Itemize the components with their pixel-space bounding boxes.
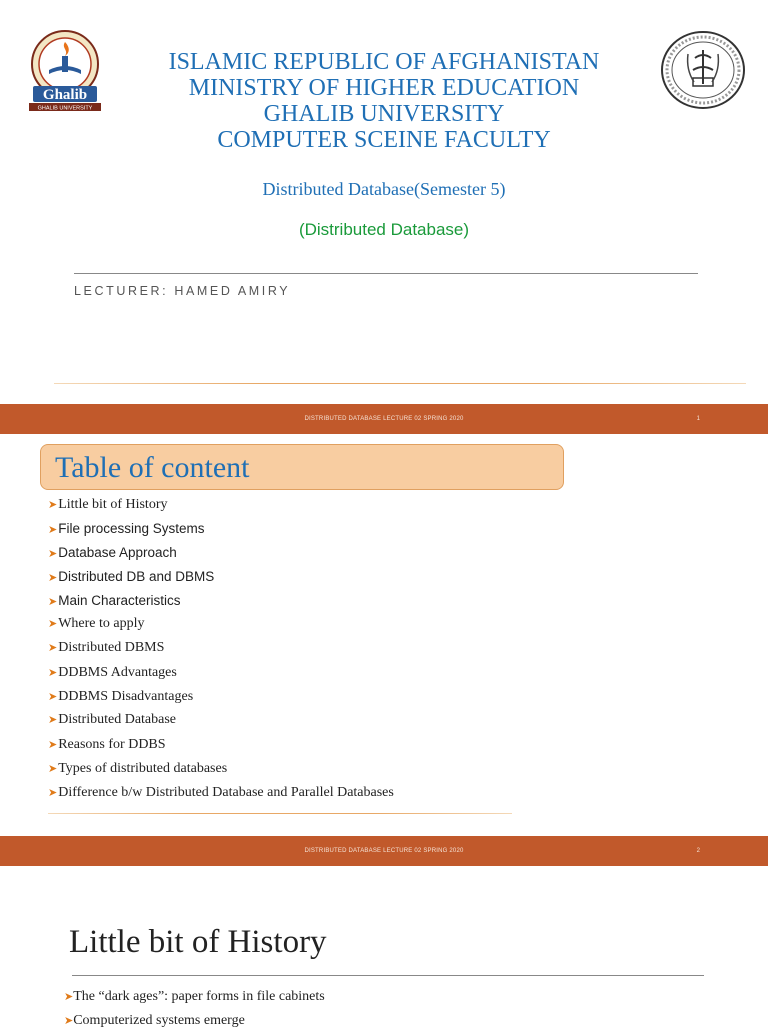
lecturer-name: LECTURER: HAMED AMIRY xyxy=(74,284,291,298)
title-divider xyxy=(74,273,698,274)
history-item: ➤The “dark ages”: paper forms in file cabinets xyxy=(64,989,325,1004)
toc-item[interactable]: ➤Little bit of History xyxy=(48,497,168,512)
history-divider xyxy=(72,975,704,976)
header-line-university: GHALIB UNIVERSITY xyxy=(263,101,505,127)
toc-item[interactable]: ➤DDBMS Disadvantages xyxy=(48,689,194,704)
arrow-bullet-icon: ➤ xyxy=(48,547,58,560)
toc-item[interactable]: ➤Main Characteristics xyxy=(48,593,181,608)
toc-item[interactable]: ➤Types of distributed databases xyxy=(48,761,228,776)
toc-item[interactable]: ➤Difference b/w Distributed Database and Parallel Databases xyxy=(48,785,394,800)
arrow-bullet-icon: ➤ xyxy=(48,713,58,726)
arrow-bullet-icon: ➤ xyxy=(48,595,58,608)
slide1-footer xyxy=(0,404,768,434)
toc-item[interactable]: ➤Distributed DBMS xyxy=(48,640,165,655)
arrow-bullet-icon: ➤ xyxy=(48,690,58,703)
toc-item[interactable]: ➤Reasons for DDBS xyxy=(48,737,166,752)
toc-item[interactable]: ➤Where to apply xyxy=(48,616,145,631)
arrow-bullet-icon: ➤ xyxy=(48,762,58,775)
history-item: ➤Computerized systems emerge xyxy=(64,1013,245,1028)
history-title: Little bit of History xyxy=(69,924,327,960)
arrow-bullet-icon: ➤ xyxy=(48,571,58,584)
toc-item[interactable]: ➤Database Approach xyxy=(48,545,177,560)
footer-text: DISTRIBUTED DATABASE LECTURE 02 SPRING 2020 xyxy=(304,416,464,422)
footer-text: DISTRIBUTED DATABASE LECTURE 02 SPRING 2020 xyxy=(304,848,464,854)
arrow-bullet-icon: ➤ xyxy=(48,498,58,511)
slide2-bottom-rule xyxy=(48,813,512,814)
toc-item[interactable]: ➤File processing Systems xyxy=(48,521,205,536)
toc-title: Table of content xyxy=(55,451,250,484)
arrow-bullet-icon: ➤ xyxy=(48,523,58,536)
logo-caption: GHALIB UNIVERSITY xyxy=(37,105,93,112)
arrow-bullet-icon: ➤ xyxy=(48,666,58,679)
header-line-faculty: COMPUTER SCEINE FACULTY xyxy=(217,127,551,153)
arrow-bullet-icon: ➤ xyxy=(48,617,58,630)
arrow-bullet-icon: ➤ xyxy=(48,641,58,654)
logo-wordmark: Ghalib xyxy=(42,87,88,103)
header-line-ministry: MINISTRY OF HIGHER EDUCATION xyxy=(188,75,580,101)
course-title: Distributed Database(Semester 5) xyxy=(262,179,506,199)
toc-title-box xyxy=(40,444,564,490)
arrow-bullet-icon: ➤ xyxy=(48,738,58,751)
title-slide xyxy=(0,0,768,400)
arrow-bullet-icon: ➤ xyxy=(64,1014,74,1027)
slide-number: 1 xyxy=(696,416,700,422)
arrow-bullet-icon: ➤ xyxy=(64,990,74,1003)
toc-item[interactable]: ➤Distributed DB and DBMS xyxy=(48,569,215,584)
course-topic: (Distributed Database) xyxy=(298,220,470,239)
slide-number: 2 xyxy=(696,848,700,854)
toc-item[interactable]: ➤Distributed Database xyxy=(48,712,177,727)
header-line-country: ISLAMIC REPUBLIC OF AFGHANISTAN xyxy=(168,49,600,75)
toc-item[interactable]: ➤DDBMS Advantages xyxy=(48,665,177,680)
slide2-footer xyxy=(0,836,768,866)
arrow-bullet-icon: ➤ xyxy=(48,786,58,799)
slide1-bottom-rule xyxy=(54,383,746,384)
